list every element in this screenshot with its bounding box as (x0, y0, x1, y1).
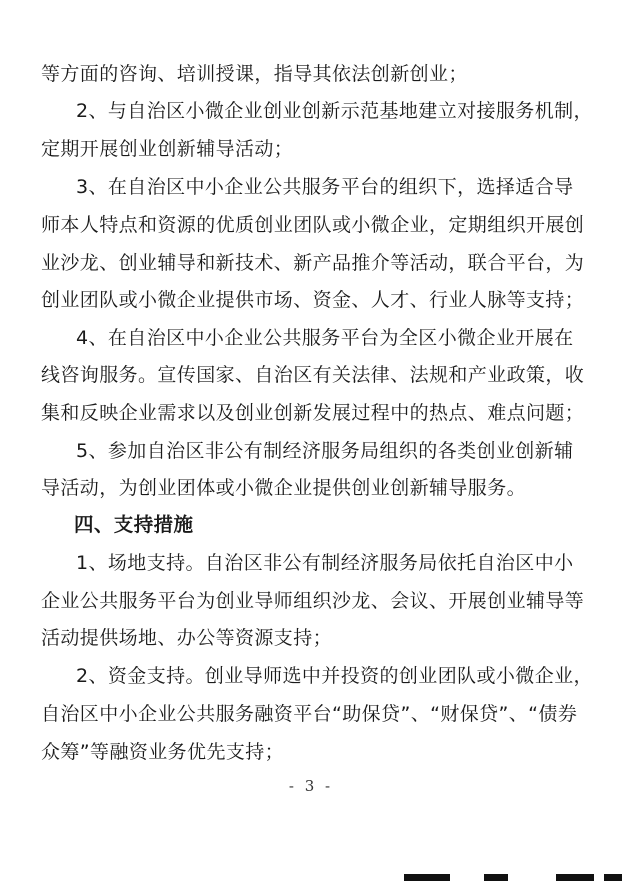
scan-artifact-bar (404, 874, 450, 881)
paragraph-5-line: 5、参加自治区非公有制经济服务局组织的各类创业创新辅 (76, 440, 574, 462)
measure-1-line: 1、场地支持。自治区非公有制经济服务局依托自治区中小 (76, 552, 574, 574)
text-line: 众筹”等融资业务优先支持； (41, 741, 285, 763)
text-line: 等方面的咨询、培训授课，指导其依法创新创业； (41, 63, 468, 85)
scan-artifact-bar (556, 874, 594, 881)
paragraph-2-line: 2、与自治区小微企业创业创新示范基地建立对接服务机制， (76, 100, 593, 122)
scan-artifact-bar (484, 874, 508, 881)
text-line: 师本人特点和资源的优质创业团队或小微企业，定期组织开展创 (41, 214, 585, 236)
text-line: 线咨询服务。宣传国家、自治区有关法律、法规和产业政策，收 (41, 364, 585, 386)
measure-2-line: 2、资金支持。创业导师选中并投资的创业团队或小微企业， (76, 665, 593, 687)
paragraph-4-line: 4、在自治区中小企业公共服务平台为全区小微企业开展在 (76, 327, 574, 349)
text-line: 活动提供场地、办公等资源支持； (41, 627, 333, 649)
section-heading: 四、支持措施 (74, 513, 194, 536)
page-number: - 3 - (288, 777, 334, 795)
text-line: 定期开展创业创新辅导活动； (41, 138, 294, 160)
text-line: 集和反映企业需求以及创业创新发展过程中的热点、难点问题； (41, 402, 585, 424)
text-line: 企业公共服务平台为创业导师组织沙龙、会议、开展创业辅导等 (41, 590, 585, 612)
text-line: 创业团队或小微企业提供市场、资金、人才、行业人脉等支持； (41, 289, 585, 311)
scan-artifact-bar (604, 874, 622, 881)
text-line: 自治区中小企业公共服务融资平台“助保贷”、“财保贷”、“债券 (41, 703, 578, 725)
paragraph-3-line: 3、在自治区中小企业公共服务平台的组织下，选择适合导 (76, 176, 574, 198)
text-line: 导活动，为创业团体或小微企业提供创业创新辅导服务。 (41, 477, 527, 499)
text-line: 业沙龙、创业辅导和新技术、新产品推介等活动，联合平台，为 (41, 252, 585, 274)
